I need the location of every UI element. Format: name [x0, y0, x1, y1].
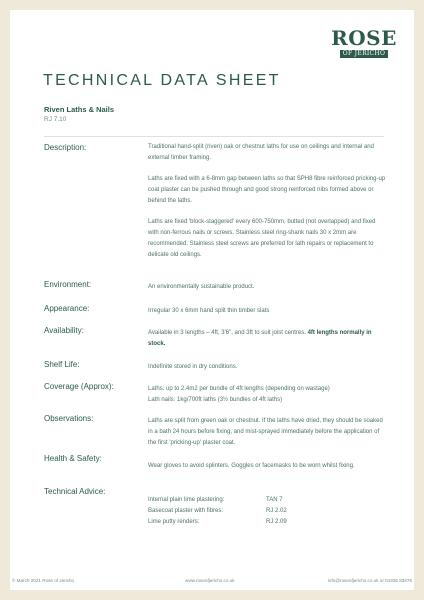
footer-copyright: © March 2021 Rose of Jericho [12, 578, 75, 583]
availability-highlight: 4ft lengths normally in stock. [148, 330, 372, 347]
availability-text: Available in 3 lengths – 4ft, 3'6", and 3ft to suit joist centres. [148, 330, 308, 336]
appearance-label: Appearance: [44, 304, 90, 313]
coverage-line-laths: Laths: up to 2.4m2 per bundle of 4ft lengths (depending on wastage) [148, 386, 330, 392]
header-divider [44, 136, 384, 137]
description-label: Description: [44, 143, 87, 152]
technical-advice-list [148, 495, 386, 528]
observations-label: Observations: [44, 414, 94, 423]
appearance-value: Irregular 30 x 6mm hand split thin timber slats [148, 308, 270, 314]
footer-contact[interactable]: info@roseofjericho.co.uk or 01935 83676 [327, 578, 412, 583]
advice-row [148, 495, 386, 506]
page-title: TECHNICAL DATA SHEET [43, 72, 281, 89]
coverage-line-nails: Lath nails: 1kg/700ft laths (3½ bundles of 4ft laths) [148, 397, 283, 403]
availability-label: Availability: [44, 326, 84, 335]
product-name: Riven Laths & Nails [44, 105, 115, 114]
coverage-value [148, 384, 386, 406]
rose-of-jericho-logo [331, 26, 397, 74]
logo-word: ROSE [331, 26, 397, 50]
technical-advice-label: Technical Advice: [44, 487, 106, 496]
advice-name: Internal plain lime plastering: [148, 497, 225, 503]
footer-website-link[interactable]: www.roseofjericho.co.uk [185, 578, 235, 583]
advice-ref: RJ 2.02 [266, 508, 287, 514]
logo-subtitle: OF JERICHO [340, 50, 388, 58]
description-value [148, 142, 386, 271]
description-paragraph-2: Laths are fixed with a 6-8mm gap between laths so that SPH8 fibre reinforced pricking-up coat plaster can be pushed through and good strong reinforced nibs formed above or behind the laths. [148, 176, 386, 204]
description-paragraph-3: Laths are fixed 'block-staggered' every 600-750mm, butted (not overlapped) and fixed with non-ferrous nails or screws. Stainless steel ring-shank nails 30 x 2mm are recommended. Stainless steel screws are preferred for lath repairs or replacement to delicate old ceilings. [148, 219, 376, 258]
page [10, 10, 414, 590]
availability-value [148, 328, 386, 350]
advice-ref: RJ 2.09 [266, 519, 287, 525]
shelf-life-value: Indefinite stored in dry conditions. [148, 364, 238, 370]
health-safety-value: Wear gloves to avoid splinters. Goggles or facemasks to be worn whilst fixing. [148, 463, 355, 469]
description-paragraph-1: Traditional hand-split (riven) oak or chestnut laths for use on ceilings and internal and external timber framing. [148, 144, 374, 161]
shelf-life-label: Shelf Life: [44, 360, 80, 369]
advice-name: Basecoat plaster with fibres: [148, 508, 224, 514]
observations-value: Laths are split from green oak or chestnut. If the laths have dried, they should be soaked in a bath 24 hours before fixing, and mist-sprayed immediately before the application of the first 'pricking-up' plaster coat. [148, 418, 383, 446]
environment-value: An environmentally sustainable product. [148, 284, 255, 290]
coverage-label: Coverage (Approx): [44, 382, 114, 391]
advice-name: Lime putty renders: [148, 519, 200, 525]
advice-row [148, 506, 386, 517]
advice-ref: TAN 7 [266, 497, 283, 503]
product-code: RJ 7.10 [44, 116, 67, 123]
environment-label: Environment: [44, 280, 92, 289]
health-safety-label: Health & Safety: [44, 454, 102, 463]
advice-row [148, 517, 386, 528]
